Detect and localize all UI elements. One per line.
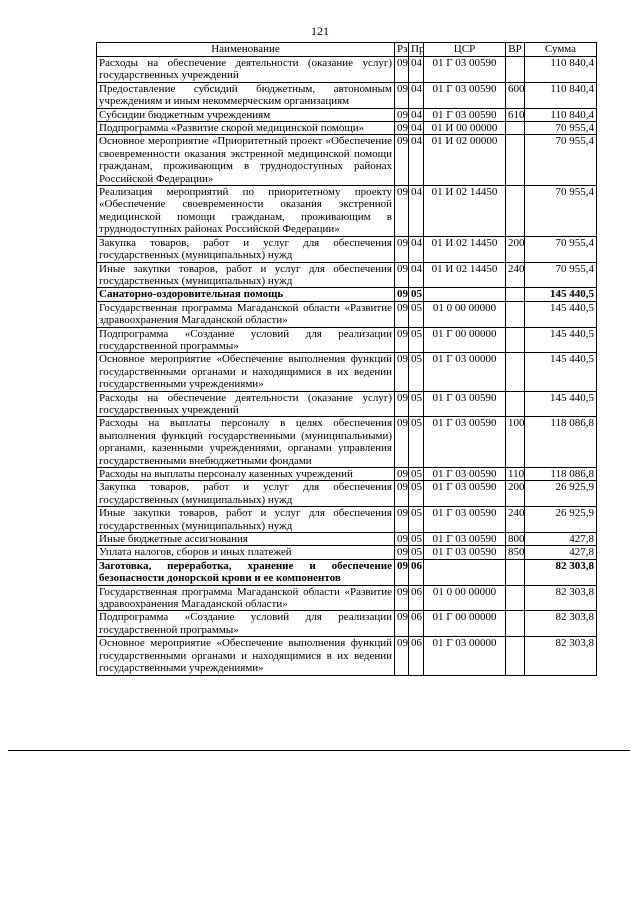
cell-rz: 09 — [395, 57, 409, 83]
cell-name: Иные бюджетные ассигнования — [97, 533, 395, 546]
cell-csr: 01 0 00 00000 — [424, 585, 506, 611]
cell-sum: 118 086,8 — [525, 417, 597, 468]
cell-sum: 110 840,4 — [525, 108, 597, 121]
cell-csr: 01 Г 03 00590 — [424, 481, 506, 507]
cell-csr: 01 Г 03 00590 — [424, 108, 506, 121]
table-row — [97, 585, 597, 611]
cell-pr: 05 — [409, 391, 424, 417]
cell-rz: 09 — [395, 262, 409, 288]
cell-pr: 04 — [409, 108, 424, 121]
cell-vr — [506, 585, 525, 611]
cell-name: Реализация мероприятий по приоритетному проекту «Обеспечение своевременности оказания экстренной медицинской помощи гражданам, проживающим в труднодоступных районах Российской Федерации» — [97, 186, 395, 237]
cell-sum: 26 925,9 — [525, 481, 597, 507]
cell-vr: 240 — [506, 507, 525, 533]
cell-vr: 110 — [506, 468, 525, 481]
cell-pr: 04 — [409, 262, 424, 288]
header-vr: ВР — [506, 43, 525, 57]
table-body — [97, 57, 597, 676]
cell-csr: 01 0 00 00000 — [424, 301, 506, 327]
cell-name: Государственная программа Магаданской области «Развитие здравоохранения Магаданской области» — [97, 585, 395, 611]
header-name: Наименование — [97, 43, 395, 57]
page-number: 121 — [311, 24, 329, 38]
cell-name: Санаторно-оздоровительная помощь — [97, 288, 395, 301]
header-csr: ЦСР — [424, 43, 506, 57]
cell-pr: 05 — [409, 301, 424, 327]
cell-pr: 04 — [409, 57, 424, 83]
cell-rz: 09 — [395, 546, 409, 559]
cell-csr: 01 Г 03 00000 — [424, 637, 506, 675]
cell-rz: 09 — [395, 82, 409, 108]
cell-csr: 01 Г 03 00590 — [424, 417, 506, 468]
table-header-row — [97, 43, 597, 57]
cell-name: Подпрограмма «Создание условий для реализации государственной программы» — [97, 327, 395, 353]
cell-csr: 01 Г 03 00000 — [424, 353, 506, 391]
cell-csr: 01 Г 03 00590 — [424, 507, 506, 533]
cell-vr — [506, 301, 525, 327]
cell-vr: 200 — [506, 481, 525, 507]
cell-pr: 05 — [409, 481, 424, 507]
cell-name: Предоставление субсидий бюджетным, автономным учреждениям и иным некоммерческим организациям — [97, 82, 395, 108]
table-row — [97, 468, 597, 481]
cell-vr — [506, 122, 525, 135]
table-row — [97, 57, 597, 83]
cell-pr: 05 — [409, 353, 424, 391]
cell-csr: 01 Г 03 00590 — [424, 82, 506, 108]
cell-name: Субсидии бюджетным учреждениям — [97, 108, 395, 121]
cell-pr: 05 — [409, 417, 424, 468]
budget-table — [96, 42, 597, 676]
cell-rz: 09 — [395, 186, 409, 237]
cell-name: Государственная программа Магаданской области «Развитие здравоохранения Магаданской области» — [97, 301, 395, 327]
table-row — [97, 82, 597, 108]
cell-rz: 09 — [395, 468, 409, 481]
table-row — [97, 353, 597, 391]
cell-vr: 800 — [506, 533, 525, 546]
cell-pr: 05 — [409, 327, 424, 353]
cell-sum: 26 925,9 — [525, 507, 597, 533]
cell-csr: 01 И 02 14450 — [424, 186, 506, 237]
cell-name: Основное мероприятие «Обеспечение выполнения функций государственными органами и находящимися в их ведении государственными учреждениями» — [97, 353, 395, 391]
cell-pr: 06 — [409, 637, 424, 675]
cell-rz: 09 — [395, 611, 409, 637]
cell-sum: 110 840,4 — [525, 82, 597, 108]
cell-vr: 240 — [506, 262, 525, 288]
cell-rz: 09 — [395, 637, 409, 675]
cell-sum: 70 955,4 — [525, 236, 597, 262]
table-row — [97, 637, 597, 675]
cell-rz: 09 — [395, 327, 409, 353]
table-row — [97, 559, 597, 585]
cell-rz: 09 — [395, 135, 409, 186]
cell-name: Иные закупки товаров, работ и услуг для обеспечения государственных (муниципальных) нужд — [97, 507, 395, 533]
table-row — [97, 108, 597, 121]
cell-csr — [424, 288, 506, 301]
cell-rz: 09 — [395, 108, 409, 121]
cell-sum: 82 303,8 — [525, 637, 597, 675]
cell-name: Расходы на обеспечение деятельности (оказание услуг) государственных учреждений — [97, 391, 395, 417]
cell-csr: 01 Г 03 00590 — [424, 546, 506, 559]
cell-pr: 05 — [409, 468, 424, 481]
cell-vr: 100 — [506, 417, 525, 468]
cell-sum: 427,8 — [525, 546, 597, 559]
cell-name: Подпрограмма «Создание условий для реализации государственной программы» — [97, 611, 395, 637]
cell-pr: 04 — [409, 122, 424, 135]
cell-rz: 09 — [395, 391, 409, 417]
table-row — [97, 262, 597, 288]
cell-vr — [506, 559, 525, 585]
cell-rz: 09 — [395, 301, 409, 327]
cell-vr — [506, 288, 525, 301]
cell-rz: 09 — [395, 507, 409, 533]
cell-rz: 09 — [395, 417, 409, 468]
cell-rz: 09 — [395, 288, 409, 301]
cell-name: Расходы на обеспечение деятельности (оказание услуг) государственных учреждений — [97, 57, 395, 83]
cell-name: Расходы на выплаты персоналу казенных учреждений — [97, 468, 395, 481]
cell-vr — [506, 637, 525, 675]
cell-pr: 06 — [409, 611, 424, 637]
cell-csr — [424, 559, 506, 585]
cell-vr — [506, 353, 525, 391]
cell-rz: 09 — [395, 236, 409, 262]
cell-csr: 01 Г 03 00590 — [424, 57, 506, 83]
cell-vr — [506, 391, 525, 417]
header-sum: Сумма — [525, 43, 597, 57]
cell-pr: 05 — [409, 533, 424, 546]
table-row — [97, 288, 597, 301]
cell-vr: 850 — [506, 546, 525, 559]
cell-sum: 145 440,5 — [525, 301, 597, 327]
cell-pr: 06 — [409, 559, 424, 585]
cell-rz: 09 — [395, 353, 409, 391]
cell-name: Закупка товаров, работ и услуг для обеспечения государственных (муниципальных) нужд — [97, 481, 395, 507]
table-row — [97, 507, 597, 533]
table-row — [97, 301, 597, 327]
cell-name: Иные закупки товаров, работ и услуг для обеспечения государственных (муниципальных) нужд — [97, 262, 395, 288]
cell-pr: 04 — [409, 82, 424, 108]
cell-csr: 01 Г 00 00000 — [424, 611, 506, 637]
cell-rz: 09 — [395, 585, 409, 611]
cell-pr: 04 — [409, 186, 424, 237]
cell-sum: 145 440,5 — [525, 327, 597, 353]
cell-pr: 04 — [409, 135, 424, 186]
cell-name: Основное мероприятие «Обеспечение выполнения функций государственными органами и находящимися в их ведении государственными учреждениями» — [97, 637, 395, 675]
cell-sum: 70 955,4 — [525, 186, 597, 237]
cell-rz: 09 — [395, 122, 409, 135]
cell-pr: 05 — [409, 507, 424, 533]
cell-vr — [506, 186, 525, 237]
cell-rz: 09 — [395, 559, 409, 585]
cell-sum: 82 303,8 — [525, 611, 597, 637]
cell-sum: 118 086,8 — [525, 468, 597, 481]
cell-sum: 70 955,4 — [525, 262, 597, 288]
cell-sum: 427,8 — [525, 533, 597, 546]
cell-vr — [506, 57, 525, 83]
table-row — [97, 135, 597, 186]
table-row — [97, 546, 597, 559]
cell-vr: 600 — [506, 82, 525, 108]
header-rz: Рз — [395, 43, 409, 57]
table-row — [97, 327, 597, 353]
header-pr: Пр — [409, 43, 424, 57]
table-row — [97, 417, 597, 468]
cell-pr: 04 — [409, 236, 424, 262]
cell-sum: 70 955,4 — [525, 122, 597, 135]
cell-csr: 01 И 02 00000 — [424, 135, 506, 186]
table-row — [97, 481, 597, 507]
table-row — [97, 186, 597, 237]
cell-sum: 145 440,5 — [525, 288, 597, 301]
cell-pr: 06 — [409, 585, 424, 611]
cell-sum: 82 303,8 — [525, 559, 597, 585]
page-divider-line — [8, 750, 630, 751]
cell-name: Подпрограмма «Развитие скорой медицинской помощи» — [97, 122, 395, 135]
cell-vr: 610 — [506, 108, 525, 121]
cell-name: Основное мероприятие «Приоритетный проект «Обеспечение своевременности оказания экстренной медицинской помощи гражданам, проживающим в труднодоступных районах Российской Федерации» — [97, 135, 395, 186]
cell-sum: 82 303,8 — [525, 585, 597, 611]
cell-sum: 145 440,5 — [525, 353, 597, 391]
cell-name: Расходы на выплаты персоналу в целях обеспечения выполнения функций государственными (муниципальными) органами, казенными учреждениями, органами управления государственными внебюджетными фондами — [97, 417, 395, 468]
cell-pr: 05 — [409, 546, 424, 559]
table-row — [97, 122, 597, 135]
table-row — [97, 236, 597, 262]
cell-csr: 01 Г 03 00590 — [424, 468, 506, 481]
table-row — [97, 611, 597, 637]
cell-csr: 01 Г 03 00590 — [424, 391, 506, 417]
cell-csr: 01 И 02 14450 — [424, 236, 506, 262]
cell-sum: 110 840,4 — [525, 57, 597, 83]
table-row — [97, 391, 597, 417]
cell-name: Заготовка, переработка, хранение и обеспечение безопасности донорской крови и ее компонентов — [97, 559, 395, 585]
cell-vr — [506, 135, 525, 186]
cell-sum: 70 955,4 — [525, 135, 597, 186]
cell-sum: 145 440,5 — [525, 391, 597, 417]
cell-csr: 01 Г 00 00000 — [424, 327, 506, 353]
cell-csr: 01 И 00 00000 — [424, 122, 506, 135]
cell-pr: 05 — [409, 288, 424, 301]
cell-vr — [506, 611, 525, 637]
cell-rz: 09 — [395, 533, 409, 546]
cell-csr: 01 Г 03 00590 — [424, 533, 506, 546]
cell-rz: 09 — [395, 481, 409, 507]
table-row — [97, 533, 597, 546]
cell-name: Закупка товаров, работ и услуг для обеспечения государственных (муниципальных) нужд — [97, 236, 395, 262]
cell-vr: 200 — [506, 236, 525, 262]
cell-name: Уплата налогов, сборов и иных платежей — [97, 546, 395, 559]
cell-vr — [506, 327, 525, 353]
cell-csr: 01 И 02 14450 — [424, 262, 506, 288]
